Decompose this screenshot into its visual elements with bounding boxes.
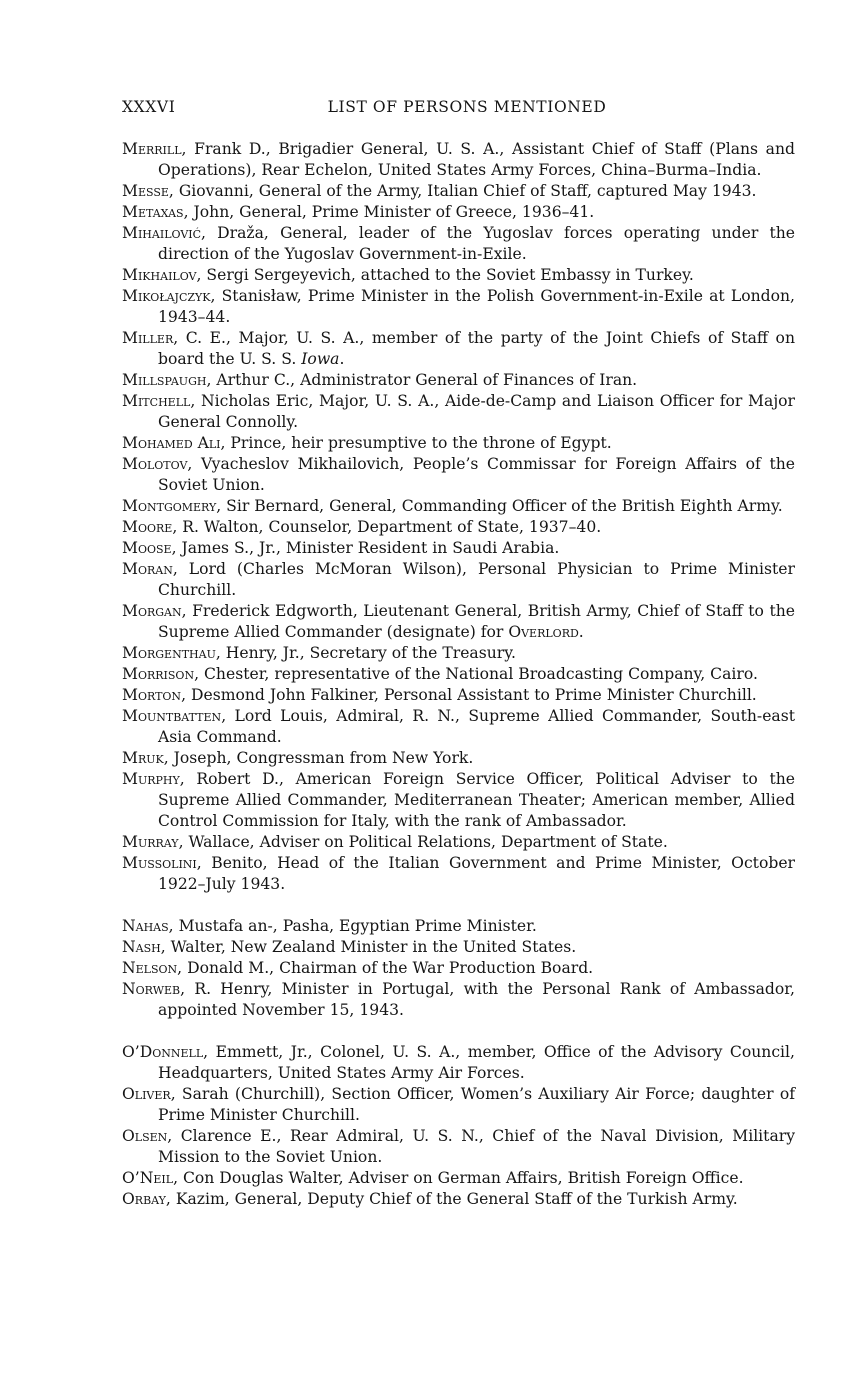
person-surname: Merrill xyxy=(122,140,182,158)
list-item xyxy=(122,769,795,832)
person-surname: Mruk xyxy=(122,749,164,767)
list-item xyxy=(122,328,795,370)
person-description: , Frederick Edgworth, Lieutenant General, British Army, Chief of Staff to the Supreme Allied Commander (designate) for xyxy=(158,602,795,641)
person-surname: O’Neil xyxy=(122,1169,174,1187)
trailing-punctuation: . xyxy=(578,623,584,641)
list-item xyxy=(122,664,795,685)
page-number: XXXVI xyxy=(122,98,176,116)
person-description: , Chester, representative of the National Broadcasting Company, Cairo. xyxy=(194,665,758,683)
list-item xyxy=(122,643,795,664)
running-title: LIST OF PERSONS MENTIONED xyxy=(327,98,607,116)
person-description: , Nicholas Eric, Major, U. S. A., Aide-de-Camp and Liaison Officer for Major General Connolly. xyxy=(158,392,795,431)
person-description: , Sir Bernard, General, Commanding Officer of the British Eighth Army. xyxy=(216,497,783,515)
trailing-punctuation: . xyxy=(339,350,345,368)
person-surname: Morgenthau xyxy=(122,644,216,662)
person-surname: Mikhailov xyxy=(122,266,197,284)
person-description: , C. E., Major, U. S. A., member of the party of the Joint Chiefs of Staff on board the U. S. S. xyxy=(158,329,795,368)
person-description: , Benito, Head of the Italian Government and Prime Minister, October 1922–July 1943. xyxy=(158,854,795,893)
person-surname: Moore xyxy=(122,518,173,536)
person-description: , Draža, General, leader of the Yugoslav forces operating under the direction of the Yugoslav Government-in-Exile. xyxy=(158,224,795,263)
list-item xyxy=(122,496,795,517)
list-item xyxy=(122,937,795,958)
list-item xyxy=(122,202,795,223)
person-description: , Vyacheslov Mikhailovich, People’s Commissar for Foreign Affairs of the Soviet Union. xyxy=(158,455,795,494)
person-surname: Murphy xyxy=(122,770,180,788)
person-description: , R. Walton, Counselor, Department of State, 1937–40. xyxy=(172,518,602,536)
person-surname: O’Donnell xyxy=(122,1043,204,1061)
list-item xyxy=(122,181,795,202)
list-section xyxy=(122,1042,795,1210)
person-description: , Frank D., Brigadier General, U. S. A., Assistant Chief of Staff (Plans and Operations), Rear Echelon, United States Army Forces, China–Burma–India. xyxy=(158,140,795,179)
list-item xyxy=(122,979,795,1021)
person-description: , Joseph, Congressman from New York. xyxy=(163,749,474,767)
list-item xyxy=(122,391,795,433)
person-description: , Prince, heir presumptive to the throne of Egypt. xyxy=(220,434,612,452)
person-description: , Lord Louis, Admiral, R. N., Supreme Allied Commander, South-east Asia Command. xyxy=(158,707,795,746)
person-description: , James S., Jr., Minister Resident in Saudi Arabia. xyxy=(171,539,560,557)
person-surname: Messe xyxy=(122,182,169,200)
list-item xyxy=(122,916,795,937)
person-surname: Miller xyxy=(122,329,174,347)
section-gap xyxy=(122,1021,795,1042)
list-item xyxy=(122,286,795,328)
list-item xyxy=(122,832,795,853)
list-item xyxy=(122,1126,795,1168)
list-item xyxy=(122,685,795,706)
persons-list xyxy=(122,139,795,1210)
person-description: , Kazim, General, Deputy Chief of the General Staff of the Turkish Army. xyxy=(165,1190,738,1208)
list-item xyxy=(122,370,795,391)
list-item xyxy=(122,139,795,181)
person-description: , Lord (Charles McMoran Wilson), Personal Physician to Prime Minister Churchill. xyxy=(158,560,795,599)
list-item xyxy=(122,601,795,643)
list-section xyxy=(122,916,795,1021)
person-surname: Morrison xyxy=(122,665,195,683)
person-description: , Giovanni, General of the Army, Italian Chief of Staff, captured May 1943. xyxy=(168,182,757,200)
list-item xyxy=(122,538,795,559)
person-description: , Arthur C., Administrator General of Finances of Iran. xyxy=(206,371,638,389)
section-gap xyxy=(122,895,795,916)
person-description: , John, General, Prime Minister of Greece, 1936–41. xyxy=(183,203,595,221)
person-description: , Robert D., American Foreign Service Officer, Political Adviser to the Supreme Allied Commander, Mediterranean Theater; American member, Allied Control Commission for Italy, with the rank of Ambassador. xyxy=(158,770,795,830)
person-description: , Stanisław, Prime Minister in the Polish Government-in-Exile at London, 1943–44. xyxy=(158,287,795,326)
person-description: , Wallace, Adviser on Political Relations, Department of State. xyxy=(178,833,668,851)
person-description: , Walter, New Zealand Minister in the United States. xyxy=(160,938,577,956)
person-surname: Olsen xyxy=(122,1127,168,1145)
list-item xyxy=(122,433,795,454)
list-item xyxy=(122,958,795,979)
person-surname: Morgan xyxy=(122,602,182,620)
person-surname: Montgomery xyxy=(122,497,217,515)
person-surname: Metaxas xyxy=(122,203,184,221)
person-description: , R. Henry, Minister in Portugal, with the Personal Rank of Ambassador, appointed November 15, 1943. xyxy=(158,980,795,1019)
list-item xyxy=(122,559,795,601)
person-description: , Sergi Sergeyevich, attached to the Soviet Embassy in Turkey. xyxy=(196,266,694,284)
person-surname: Mussolini xyxy=(122,854,197,872)
person-surname: Norweb xyxy=(122,980,181,998)
person-surname: Mitchell xyxy=(122,392,191,410)
list-item xyxy=(122,454,795,496)
person-description: , Henry, Jr., Secretary of the Treasury. xyxy=(215,644,516,662)
list-item xyxy=(122,265,795,286)
person-description: , Clarence E., Rear Admiral, U. S. N., Chief of the Naval Division, Military Mission to the Soviet Union. xyxy=(158,1127,795,1166)
person-surname: Mikołajczyk xyxy=(122,287,211,305)
person-description: , Desmond John Falkiner, Personal Assistant to Prime Minister Churchill. xyxy=(181,686,757,704)
list-section xyxy=(122,139,795,895)
person-surname: Moran xyxy=(122,560,173,578)
list-item xyxy=(122,706,795,748)
list-item xyxy=(122,1042,795,1084)
person-surname: Nelson xyxy=(122,959,178,977)
person-description: , Donald M., Chairman of the War Production Board. xyxy=(177,959,594,977)
person-surname: Moose xyxy=(122,539,172,557)
person-surname: Molotov xyxy=(122,455,188,473)
page-header xyxy=(122,98,794,120)
person-surname: Morton xyxy=(122,686,182,704)
list-item xyxy=(122,1084,795,1126)
person-surname: Nash xyxy=(122,938,161,956)
list-item xyxy=(122,223,795,265)
person-description: , Emmett, Jr., Colonel, U. S. A., member, Office of the Advisory Council, Headquarters, United States Army Air Forces. xyxy=(158,1043,795,1082)
operation-name: Overlord xyxy=(508,623,579,641)
person-surname: Mountbatten xyxy=(122,707,222,725)
list-item xyxy=(122,748,795,769)
person-surname: Mihailović xyxy=(122,224,202,242)
list-item xyxy=(122,1168,795,1189)
person-description: , Con Douglas Walter, Adviser on German Affairs, British Foreign Office. xyxy=(173,1169,744,1187)
list-item xyxy=(122,853,795,895)
person-surname: Oliver xyxy=(122,1085,171,1103)
person-surname: Murray xyxy=(122,833,179,851)
list-item xyxy=(122,1189,795,1210)
ship-name: Iowa xyxy=(301,350,340,368)
list-item xyxy=(122,517,795,538)
person-description: , Mustafa an-, Pasha, Egyptian Prime Minister. xyxy=(168,917,537,935)
person-surname: Nahas xyxy=(122,917,169,935)
person-surname: Orbay xyxy=(122,1190,166,1208)
person-surname: Millspaugh xyxy=(122,371,207,389)
person-surname: Mohamed Ali xyxy=(122,434,221,452)
person-description: , Sarah (Churchill), Section Officer, Women’s Auxiliary Air Force; daughter of Prime Minister Churchill. xyxy=(158,1085,795,1124)
